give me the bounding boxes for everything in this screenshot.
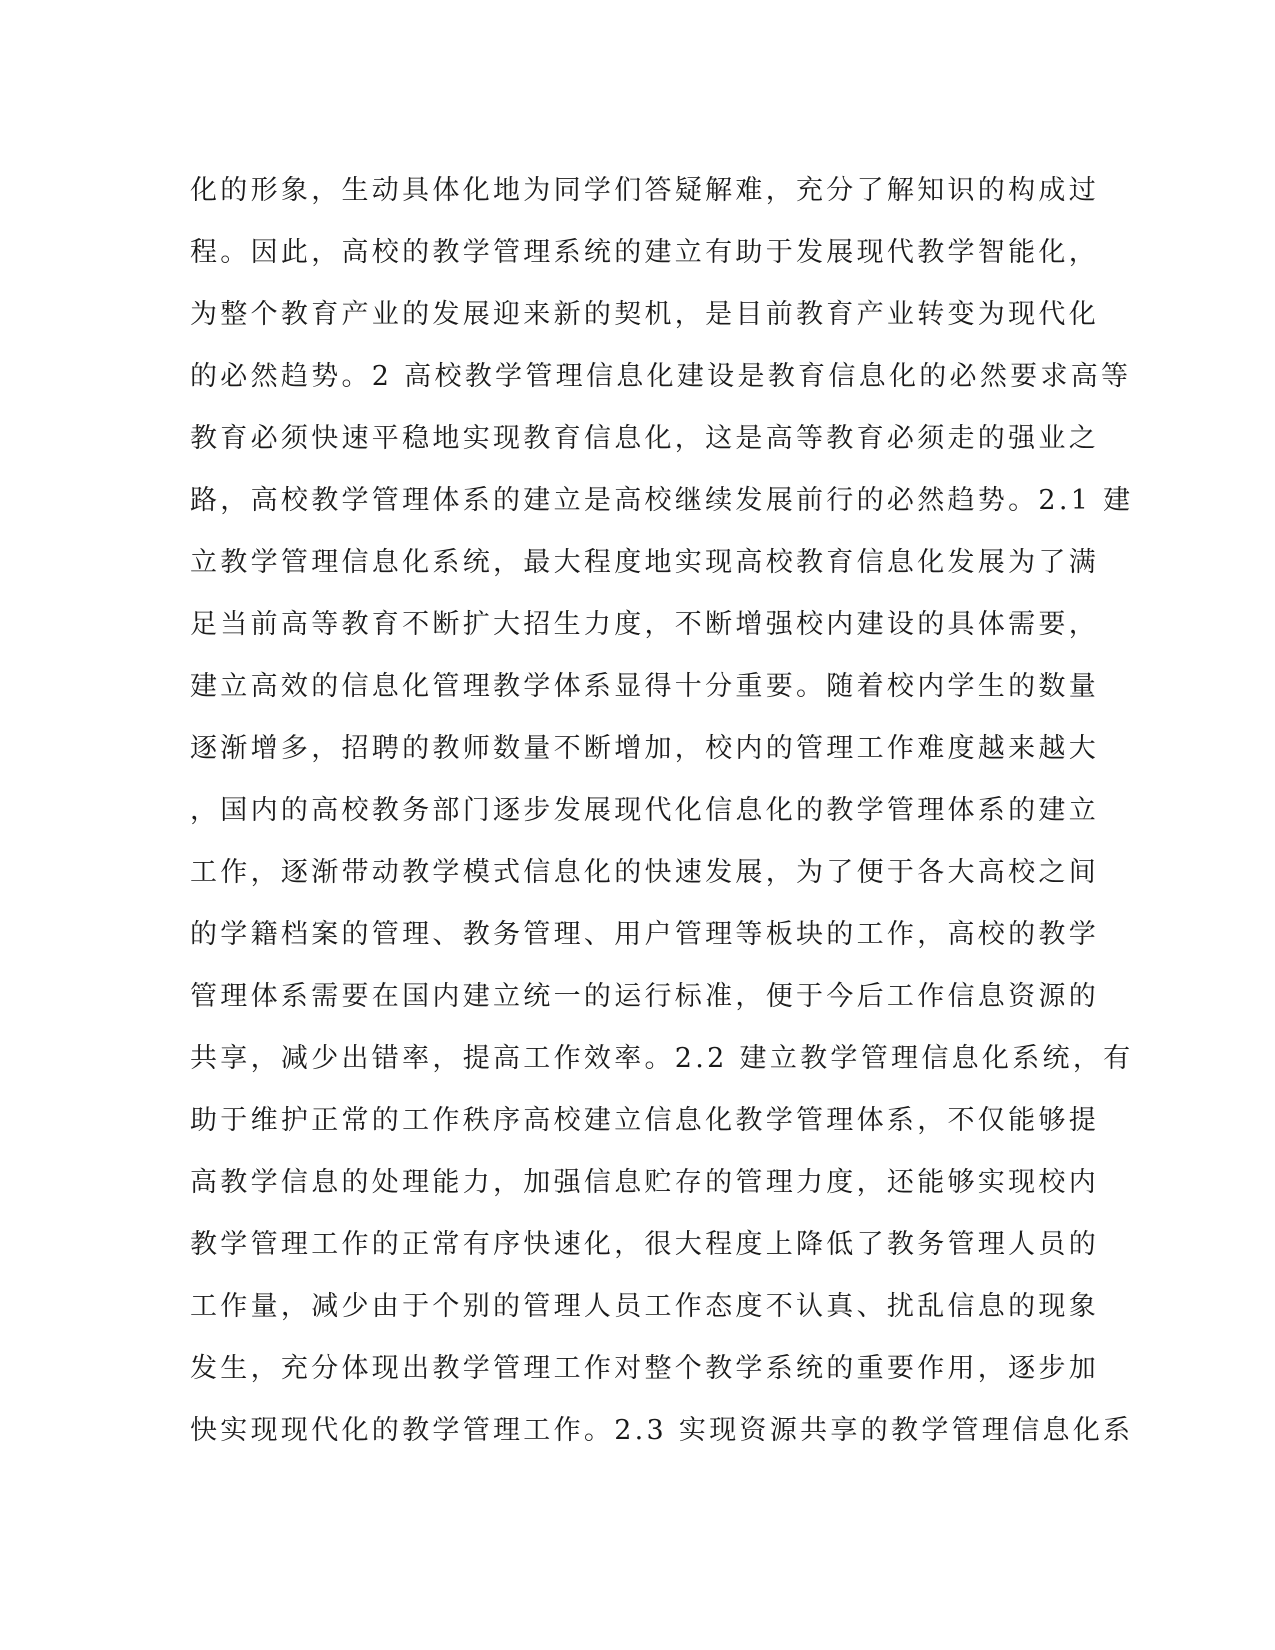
text-line-7: 立教学管理信息化系统，最大程度地实现高校教育信息化发展为了满	[190, 547, 1099, 578]
text-line-11: ，国内的高校教务部门逐步发展现代化信息化的教学管理体系的建立	[190, 795, 1099, 826]
text-line-18: 教学管理工作的正常有序快速化，很大程度上降低了教务管理人员的	[190, 1229, 1099, 1260]
text-line-9: 建立高效的信息化管理教学体系显得十分重要。随着校内学生的数量	[190, 671, 1099, 702]
text-line-4: 的必然趋势。2 高校教学管理信息化建设是教育信息化的必然要求高等	[190, 361, 1132, 392]
text-line-3: 为整个教育产业的发展迎来新的契机，是目前教育产业转变为现代化	[190, 299, 1099, 330]
body-text	[190, 160, 1134, 1462]
text-line-12: 工作，逐渐带动教学模式信息化的快速发展，为了便于各大高校之间	[190, 857, 1099, 888]
text-line-13: 的学籍档案的管理、教务管理、用户管理等板块的工作，高校的教学	[190, 919, 1099, 950]
text-line-14: 管理体系需要在国内建立统一的运行标准，便于今后工作信息资源的	[190, 981, 1099, 1012]
text-line-21: 快实现现代化的教学管理工作。2.3 实现资源共享的教学管理信息化系	[190, 1415, 1134, 1446]
text-line-5: 教育必须快速平稳地实现教育信息化，这是高等教育必须走的强业之	[190, 423, 1099, 454]
text-line-20: 发生，充分体现出教学管理工作对整个教学系统的重要作用，逐步加	[190, 1353, 1099, 1384]
text-line-8: 足当前高等教育不断扩大招生力度，不断增强校内建设的具体需要，	[190, 609, 1099, 640]
text-line-15: 共享，减少出错率，提高工作效率。2.2 建立教学管理信息化系统，有	[190, 1043, 1134, 1074]
text-line-19: 工作量，减少由于个别的管理人员工作态度不认真、扰乱信息的现象	[190, 1291, 1099, 1322]
text-line-17: 高教学信息的处理能力，加强信息贮存的管理力度，还能够实现校内	[190, 1167, 1099, 1198]
text-line-10: 逐渐增多，招聘的教师数量不断增加，校内的管理工作难度越来越大	[190, 733, 1099, 764]
text-line-16: 助于维护正常的工作秩序高校建立信息化教学管理体系，不仅能够提	[190, 1105, 1099, 1136]
text-line-6: 路，高校教学管理体系的建立是高校继续发展前行的必然趋势。2.1 建	[190, 485, 1134, 516]
text-line-2: 程。因此，高校的教学管理系统的建立有助于发展现代教学智能化，	[190, 237, 1099, 268]
text-line-1: 化的形象，生动具体化地为同学们答疑解难，充分了解知识的构成过	[190, 175, 1099, 206]
